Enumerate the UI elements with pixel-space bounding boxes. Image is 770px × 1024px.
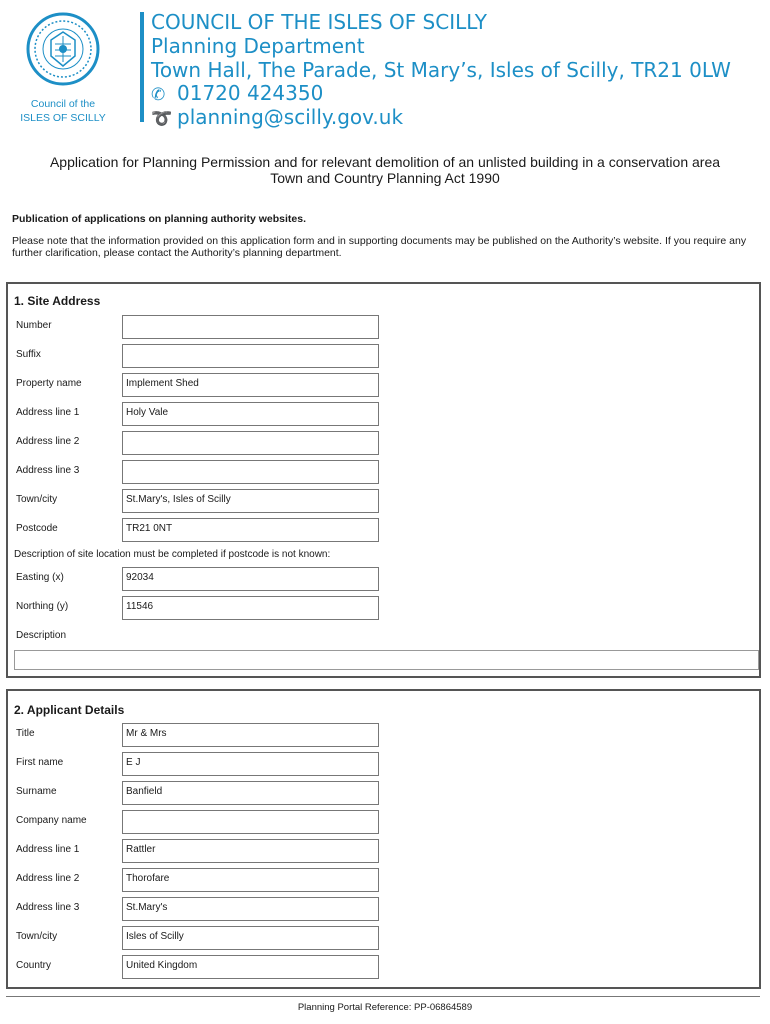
- form-row: [8, 315, 759, 339]
- email-address[interactable]: planning@scilly.gov.uk: [177, 105, 404, 129]
- header-divider: [140, 12, 144, 122]
- description-label: Description: [16, 630, 67, 641]
- form-row: [8, 567, 759, 591]
- form-row: [8, 752, 759, 776]
- form-row: [8, 518, 759, 542]
- address-line1-field[interactable]: Holy Vale: [122, 402, 379, 426]
- address-line2-field[interactable]: Thorofare: [122, 868, 379, 892]
- description-field[interactable]: [14, 650, 759, 670]
- site-address-section: [6, 282, 761, 678]
- easting-field[interactable]: 92034: [122, 567, 379, 591]
- form-row: [8, 897, 759, 921]
- field-label: Surname: [16, 786, 57, 797]
- phone-number[interactable]: 01720 424350: [177, 81, 324, 105]
- form-title: Application for Planning Permission and for relevant demolition of an unlisted building in a conservation area: [49, 154, 721, 170]
- applicant-details-section: [6, 689, 761, 989]
- field-label: Company name: [16, 815, 87, 826]
- town-city-field[interactable]: Isles of Scilly: [122, 926, 379, 950]
- department-name: Planning Department: [151, 34, 365, 58]
- form-row: [8, 723, 759, 747]
- field-label: Title: [16, 728, 35, 739]
- country-field[interactable]: United Kingdom: [122, 955, 379, 979]
- form-row: [8, 810, 759, 834]
- field-label: Address line 2: [16, 436, 80, 447]
- field-label: Postcode: [16, 523, 58, 534]
- form-row: [8, 402, 759, 426]
- address-line1-field[interactable]: Rattler: [122, 839, 379, 863]
- footer-divider: [6, 996, 760, 997]
- logo-text-line2: ISLES OF SCILLY: [20, 112, 106, 124]
- suffix-field[interactable]: [122, 344, 379, 368]
- phone-icon: ✆: [151, 85, 166, 105]
- field-label: Address line 1: [16, 407, 80, 418]
- field-label: Address line 3: [16, 465, 80, 476]
- postcode-field[interactable]: TR21 0NT: [122, 518, 379, 542]
- number-field[interactable]: [122, 315, 379, 339]
- field-label: Address line 3: [16, 902, 80, 913]
- first-name-field[interactable]: E J: [122, 752, 379, 776]
- form-row: [8, 489, 759, 513]
- form-row: [8, 868, 759, 892]
- location-note: Description of site location must be completed if postcode is not known:: [14, 549, 331, 560]
- field-label: Town/city: [16, 494, 58, 505]
- email-line: [151, 105, 403, 129]
- field-label: Address line 2: [16, 873, 80, 884]
- mouse-icon: ➰: [151, 109, 173, 129]
- field-label: Easting (x): [16, 572, 64, 583]
- northing-field[interactable]: 11546: [122, 596, 379, 620]
- portal-reference: Planning Portal Reference: PP-06864589: [297, 1002, 473, 1013]
- form-subtitle: Town and Country Planning Act 1990: [270, 170, 500, 186]
- field-label: Number: [16, 320, 52, 331]
- logo-text-line1: Council of the: [30, 98, 96, 110]
- phone-line: [151, 81, 323, 105]
- council-name: COUNCIL OF THE ISLES OF SCILLY: [151, 10, 487, 34]
- form-row: [8, 926, 759, 950]
- title-field[interactable]: Mr & Mrs: [122, 723, 379, 747]
- form-row: [8, 373, 759, 397]
- form-row: [8, 955, 759, 979]
- address-line2-field[interactable]: [122, 431, 379, 455]
- company-name-field[interactable]: [122, 810, 379, 834]
- field-label: Property name: [16, 378, 82, 389]
- form-row: [8, 596, 759, 620]
- section-title: 2. Applicant Details: [14, 703, 125, 717]
- publication-text: Please note that the information provided on this application form and in supporting documents may be published on the Authority’s website. If you require any further clarification, please contact the Authority’s planning department.: [12, 235, 747, 259]
- section-title: 1. Site Address: [14, 294, 101, 308]
- council-address: Town Hall, The Parade, St Mary’s, Isles of Scilly, TR21 0LW: [151, 58, 731, 82]
- council-crest-icon: [25, 10, 101, 88]
- publication-heading: Publication of applications on planning authority websites.: [12, 213, 307, 225]
- address-line3-field[interactable]: St.Mary's: [122, 897, 379, 921]
- address-line3-field[interactable]: [122, 460, 379, 484]
- field-label: Country: [16, 960, 52, 971]
- council-logo: [14, 8, 112, 126]
- surname-field[interactable]: Banfield: [122, 781, 379, 805]
- property-name-field[interactable]: Implement Shed: [122, 373, 379, 397]
- field-label: Suffix: [16, 349, 41, 360]
- town-city-field[interactable]: St.Mary's, Isles of Scilly: [122, 489, 379, 513]
- field-label: Town/city: [16, 931, 58, 942]
- form-row: [8, 431, 759, 455]
- field-label: Northing (y): [16, 601, 69, 612]
- form-row: [8, 781, 759, 805]
- field-label: First name: [16, 757, 64, 768]
- form-row: [8, 344, 759, 368]
- field-label: Address line 1: [16, 844, 80, 855]
- form-row: [8, 460, 759, 484]
- form-row: [8, 839, 759, 863]
